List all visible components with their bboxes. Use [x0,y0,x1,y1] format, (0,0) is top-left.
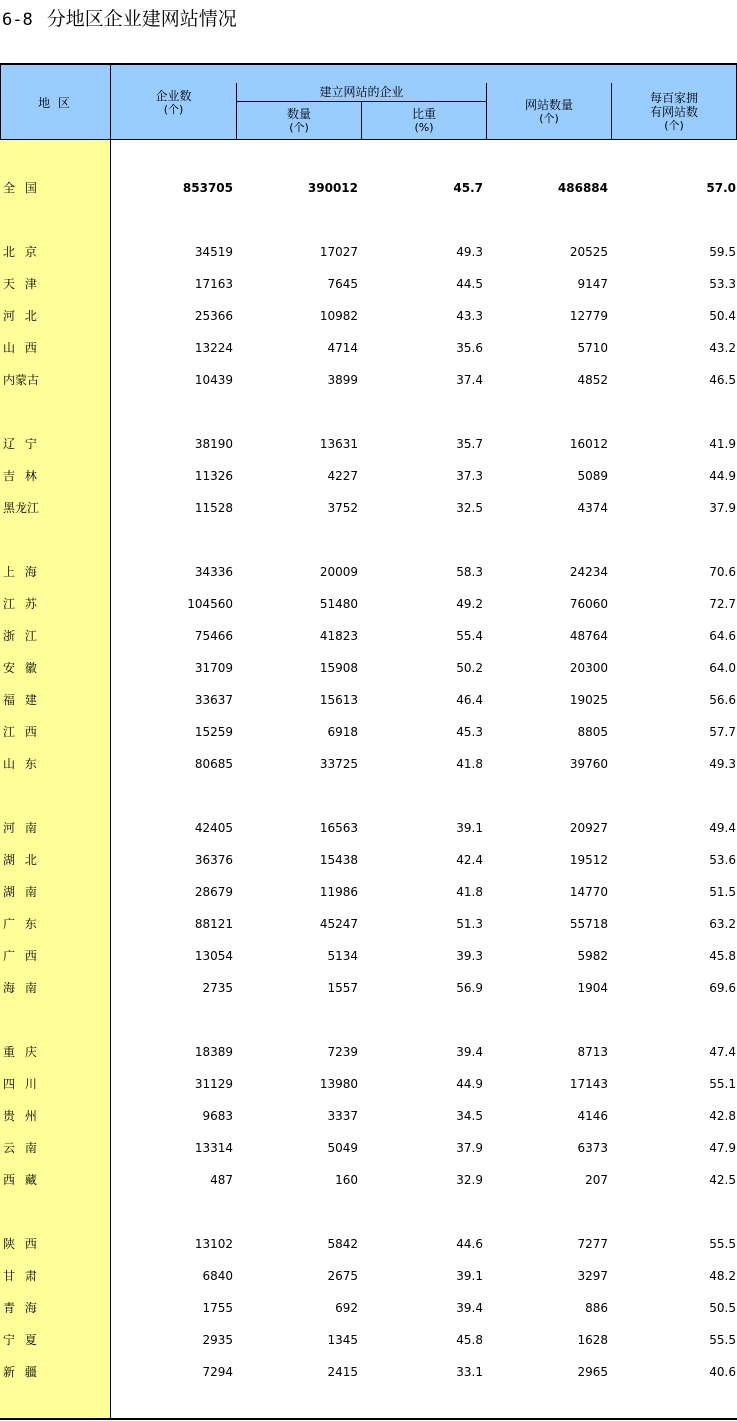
share-cell: 39.3 [456,949,483,963]
region-cell: 宁 夏 [3,1333,40,1347]
enterprises-cell: 15259 [194,725,233,739]
per-hundred-cell: 48.2 [709,1269,736,1283]
header-websites-label: 网站数量 [524,97,573,112]
website-enterprises-cell: 2415 [327,1365,358,1379]
websites-cell: 6373 [577,1141,608,1155]
table-row [0,1298,737,1318]
share-cell: 34.5 [456,1109,483,1123]
website-enterprises-cell: 5134 [327,949,358,963]
website-enterprises-cell: 5049 [327,1141,358,1155]
enterprises-cell: 6840 [202,1269,233,1283]
website-enterprises-cell: 4227 [327,469,358,483]
per-hundred-cell: 47.9 [709,1141,736,1155]
region-cell: 云 南 [3,1141,40,1155]
per-hundred-cell: 55.5 [709,1237,736,1251]
enterprises-cell: 13314 [194,1141,233,1155]
table-row [0,1074,737,1094]
region-cell: 安 徽 [3,661,40,675]
share-cell: 44.9 [456,1077,483,1091]
websites-cell: 2965 [577,1365,608,1379]
share-cell: 45.3 [456,725,483,739]
table-row [0,434,737,454]
table-row [0,242,737,262]
share-cell: 37.4 [456,373,483,387]
per-hundred-cell: 69.6 [709,981,736,995]
region-cell: 内蒙古 [3,373,40,387]
enterprises-cell: 31129 [194,1077,233,1091]
share-cell: 46.4 [456,693,483,707]
websites-cell: 4146 [577,1109,608,1123]
websites-cell: 24234 [569,565,608,579]
region-cell: 湖 南 [3,885,40,899]
region-cell: 重 庆 [3,1045,40,1059]
websites-cell: 12779 [569,309,608,323]
enterprises-cell: 33637 [194,693,233,707]
header-share-label: 比重 [411,107,436,121]
enterprises-cell: 88121 [194,917,233,931]
website-enterprises-cell: 7645 [327,277,358,291]
websites-cell: 19025 [569,693,608,707]
enterprises-cell: 34519 [194,245,233,259]
share-cell: 50.2 [456,661,483,675]
header-with-website-group [237,83,486,101]
table-row [0,498,737,518]
website-enterprises-cell: 692 [335,1301,358,1315]
enterprises-cell: 104560 [187,597,233,611]
enterprises-cell: 13102 [194,1237,233,1251]
region-cell: 陕 西 [3,1237,40,1251]
share-cell: 45.8 [456,1333,483,1347]
table-row [0,978,737,998]
per-hundred-cell: 57.7 [709,725,736,739]
per-hundred-cell: 57.0 [706,181,736,195]
website-enterprises-cell: 20009 [319,565,358,579]
region-cell: 湖 北 [3,853,40,867]
table-row [0,370,737,390]
enterprises-cell: 18389 [194,1045,233,1059]
websites-cell: 17143 [569,1077,608,1091]
per-hundred-cell: 42.8 [709,1109,736,1123]
enterprises-cell: 11326 [194,469,233,483]
enterprises-cell: 75466 [194,629,233,643]
websites-cell: 14770 [569,885,608,899]
websites-cell: 1628 [577,1333,608,1347]
website-enterprises-cell: 3752 [327,501,358,515]
share-cell: 43.3 [456,309,483,323]
enterprises-cell: 2935 [202,1333,233,1347]
website-enterprises-cell: 41823 [319,629,358,643]
websites-cell: 5710 [577,341,608,355]
region-cell: 北 京 [3,245,40,259]
header-per-hundred-line1: 每百家拥 [649,90,698,105]
website-enterprises-cell: 160 [335,1173,358,1187]
websites-cell: 207 [585,1173,608,1187]
website-enterprises-cell: 51480 [319,597,358,611]
table-row [0,338,737,358]
table-row [0,946,737,966]
share-cell: 37.9 [456,1141,483,1155]
per-hundred-cell: 46.5 [709,373,736,387]
enterprises-cell: 31709 [194,661,233,675]
table-row [0,754,737,774]
rule-region [110,65,111,1419]
per-hundred-cell: 37.9 [709,501,736,515]
header-with-website-label: 建立网站的企业 [319,85,404,99]
table-row [0,306,737,326]
website-enterprises-cell: 7239 [327,1045,358,1059]
share-cell: 49.3 [456,245,483,259]
per-hundred-cell: 50.4 [709,309,736,323]
table-row [0,274,737,294]
header-count-label: 数量 [286,107,311,121]
website-enterprises-cell: 13980 [319,1077,358,1091]
website-enterprises-cell: 390012 [307,181,358,195]
websites-cell: 55718 [569,917,608,931]
website-enterprises-cell: 1345 [327,1333,358,1347]
enterprises-cell: 17163 [194,277,233,291]
share-cell: 41.8 [456,757,483,771]
table-row [0,1234,737,1254]
per-hundred-cell: 55.1 [709,1077,736,1091]
enterprises-cell: 13054 [194,949,233,963]
table-row [0,1266,737,1286]
header-enterprises [111,65,236,140]
websites-cell: 8713 [577,1045,608,1059]
website-enterprises-cell: 5842 [327,1237,358,1251]
share-cell: 56.9 [456,981,483,995]
per-hundred-cell: 64.0 [709,661,736,675]
websites-cell: 7277 [577,1237,608,1251]
table-row [0,850,737,870]
header-count [237,102,361,140]
per-hundred-cell: 64.6 [709,629,736,643]
websites-cell: 20525 [569,245,608,259]
enterprises-cell: 80685 [194,757,233,771]
header-count-unit: (个) [289,121,309,134]
region-cell: 四 川 [3,1077,40,1091]
website-enterprises-cell: 4714 [327,341,358,355]
websites-cell: 5089 [577,469,608,483]
header-per-hundred [612,83,736,140]
website-enterprises-cell: 13631 [319,437,358,451]
region-cell: 江 苏 [3,597,40,611]
region-cell: 浙 江 [3,629,40,643]
header-enterprises-label: 企业数 [155,88,192,103]
table-row [0,466,737,486]
website-enterprises-cell: 2675 [327,1269,358,1283]
websites-cell: 39760 [569,757,608,771]
share-cell: 41.8 [456,885,483,899]
enterprises-cell: 7294 [202,1365,233,1379]
per-hundred-cell: 49.4 [709,821,736,835]
share-cell: 58.3 [456,565,483,579]
website-enterprises-cell: 1557 [327,981,358,995]
table-row [0,690,737,710]
website-enterprises-cell: 10982 [319,309,358,323]
region-cell: 河 北 [3,309,40,323]
header-share [362,102,486,140]
enterprises-cell: 36376 [194,853,233,867]
table-row [0,1170,737,1190]
table-row [0,882,737,902]
per-hundred-cell: 44.9 [709,469,736,483]
region-cell: 新 疆 [3,1365,40,1379]
header-region-label: 地 区 [38,95,72,110]
table-row [0,1362,737,1382]
per-hundred-cell: 40.6 [709,1365,736,1379]
region-cell: 江 西 [3,725,40,739]
region-cell: 海 南 [3,981,40,995]
per-hundred-cell: 59.5 [709,245,736,259]
enterprises-cell: 38190 [194,437,233,451]
region-cell: 河 南 [3,821,40,835]
per-hundred-cell: 41.9 [709,437,736,451]
per-hundred-cell: 70.6 [709,565,736,579]
per-hundred-cell: 51.5 [709,885,736,899]
enterprises-cell: 13224 [194,341,233,355]
share-cell: 39.1 [456,821,483,835]
per-hundred-cell: 56.6 [709,693,736,707]
share-cell: 44.5 [456,277,483,291]
table-row [0,658,737,678]
region-cell: 青 海 [3,1301,40,1315]
table-row [0,1138,737,1158]
websites-cell: 16012 [569,437,608,451]
websites-cell: 4852 [577,373,608,387]
website-enterprises-cell: 15908 [319,661,358,675]
region-cell: 山 东 [3,757,40,771]
enterprises-cell: 853705 [182,181,233,195]
header-enterprises-unit: (个) [163,102,184,116]
website-enterprises-cell: 6918 [327,725,358,739]
share-cell: 35.7 [456,437,483,451]
region-cell: 甘 肃 [3,1269,40,1283]
region-cell: 吉 林 [3,469,40,483]
enterprises-cell: 42405 [194,821,233,835]
share-cell: 49.2 [456,597,483,611]
region-cell: 广 西 [3,949,40,963]
region-cell: 全 国 [3,181,40,195]
per-hundred-cell: 72.7 [709,597,736,611]
website-enterprises-cell: 15438 [319,853,358,867]
region-cell: 黑龙江 [3,501,40,515]
header-websites [487,83,611,140]
share-cell: 33.1 [456,1365,483,1379]
share-cell: 39.1 [456,1269,483,1283]
share-cell: 51.3 [456,917,483,931]
header-per-hundred-unit: (个) [664,118,684,132]
websites-cell: 886 [585,1301,608,1315]
region-cell: 山 西 [3,341,40,355]
enterprises-cell: 28679 [194,885,233,899]
websites-cell: 5982 [577,949,608,963]
website-enterprises-cell: 11986 [319,885,358,899]
table-row [0,594,737,614]
header-per-hundred-line2: 有网站数 [649,104,698,119]
enterprises-cell: 9683 [202,1109,233,1123]
website-enterprises-cell: 45247 [319,917,358,931]
table-title [2,7,237,31]
websites-cell: 20300 [569,661,608,675]
websites-cell: 9147 [577,277,608,291]
websites-cell: 486884 [557,181,608,195]
enterprises-cell: 487 [210,1173,233,1187]
website-enterprises-cell: 17027 [319,245,358,259]
websites-cell: 8805 [577,725,608,739]
enterprises-cell: 10439 [194,373,233,387]
share-cell: 35.6 [456,341,483,355]
region-cell: 天 津 [3,277,40,291]
region-cell: 广 东 [3,917,40,931]
website-enterprises-cell: 15613 [319,693,358,707]
per-hundred-cell: 47.4 [709,1045,736,1059]
header-region [0,65,110,140]
region-column-background [0,140,111,1419]
websites-cell: 48764 [569,629,608,643]
table-row [0,722,737,742]
header-share-unit: (%) [414,121,434,134]
per-hundred-cell: 53.3 [709,277,736,291]
region-cell: 西 藏 [3,1173,40,1187]
region-cell: 辽 宁 [3,437,40,451]
enterprises-cell: 25366 [194,309,233,323]
table-row [0,626,737,646]
enterprises-cell: 1755 [202,1301,233,1315]
websites-cell: 3297 [577,1269,608,1283]
per-hundred-cell: 63.2 [709,917,736,931]
table-row [0,818,737,838]
enterprises-cell: 2735 [202,981,233,995]
share-cell: 32.5 [456,501,483,515]
share-cell: 37.3 [456,469,483,483]
enterprises-cell: 11528 [194,501,233,515]
share-cell: 32.9 [456,1173,483,1187]
header-websites-unit: (个) [539,111,559,125]
website-enterprises-cell: 3337 [327,1109,358,1123]
share-cell: 55.4 [456,629,483,643]
per-hundred-cell: 43.2 [709,341,736,355]
websites-cell: 19512 [569,853,608,867]
table-row [0,562,737,582]
table-row-total [0,178,737,198]
websites-cell: 4374 [577,501,608,515]
region-cell: 上 海 [3,565,40,579]
table-row [0,1042,737,1062]
share-cell: 45.7 [453,181,483,195]
table-number: 6-8 [2,10,33,30]
website-enterprises-cell: 33725 [319,757,358,771]
per-hundred-cell: 49.3 [709,757,736,771]
websites-cell: 1904 [577,981,608,995]
region-cell: 贵 州 [3,1109,40,1123]
table-row [0,1106,737,1126]
per-hundred-cell: 55.5 [709,1333,736,1347]
per-hundred-cell: 45.8 [709,949,736,963]
per-hundred-cell: 53.6 [709,853,736,867]
per-hundred-cell: 42.5 [709,1173,736,1187]
region-cell: 福 建 [3,693,40,707]
table-row [0,1330,737,1350]
websites-cell: 20927 [569,821,608,835]
share-cell: 39.4 [456,1045,483,1059]
table-row [0,914,737,934]
website-enterprises-cell: 16563 [319,821,358,835]
share-cell: 42.4 [456,853,483,867]
table-title-text: 分地区企业建网站情况 [46,8,237,30]
enterprises-cell: 34336 [194,565,233,579]
websites-cell: 76060 [569,597,608,611]
share-cell: 39.4 [456,1301,483,1315]
share-cell: 44.6 [456,1237,483,1251]
website-enterprises-cell: 3899 [327,373,358,387]
per-hundred-cell: 50.5 [709,1301,736,1315]
